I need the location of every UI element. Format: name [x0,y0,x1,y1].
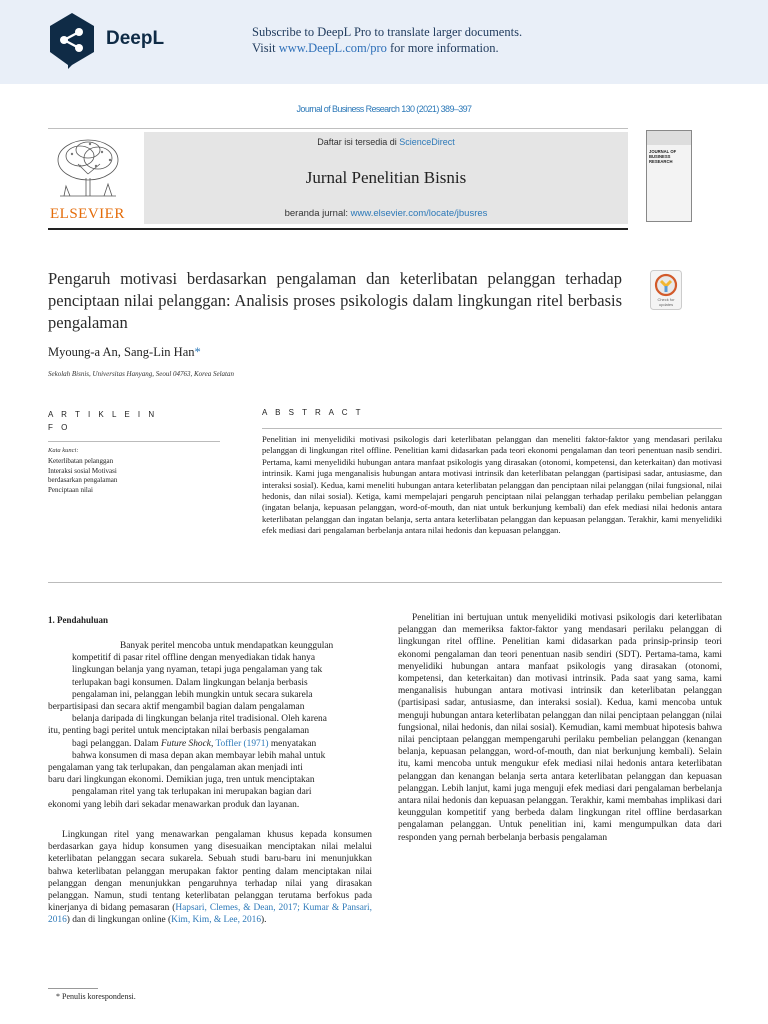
intro-line: terlupakan bagi konsumen. Dalam lingkungan belanja berbasis [72,677,308,688]
intro-line: bahwa konsumen di masa depan akan membayar lebih mahal untuk [72,750,326,761]
abstract-heading: A B S T R A C T [262,408,364,417]
intro-text: , [210,738,216,749]
intro-line: Banyak peritel mencoba untuk mendapatkan keunggulan [120,641,334,651]
journal-cover-thumbnail[interactable] [646,130,692,222]
corresponding-author-footnote: * Penulis korespondensi. [56,992,136,1001]
intro-line: berpartisipasi dan secara aktif mengambil bagian dalam pengalaman [48,702,305,713]
elsevier-publisher-name: ELSEVIER [50,206,125,222]
intro-p2-text: Lingkungan ritel yang menawarkan pengalaman khusus kepada konsumen berdasarkan gaya hidup konsumen yang disesuaikan menciptakan nilai melalui keterlibatan pelanggan secara sukarela. Sebuah studi baru-baru ini menunjukkan bahwa keterlibatan pelanggan merupakan faktor penting dalam menciptakan nilai pelanggan dengan menunjukkan pengaruhnya terhadap nilai yang dirasakan pelanggan. Namun, studi tentang keterlibatan pelanggan terutama berfokus pada kinerjanya di bidang pemasaran ( [48,830,372,914]
deepl-pro-link[interactable]: www.DeepL.com/pro [278,41,387,55]
svg-text:Check for: Check for [657,297,675,302]
corresponding-author-mark[interactable]: * [194,345,201,359]
banner-line-2 [252,40,522,56]
keywords-label: Kata kunci: [48,447,79,454]
header-top-rule [48,128,628,129]
deepl-logo-icon[interactable] [46,11,98,71]
keyword-item: berdasarkan pengalaman [48,476,118,484]
citation-link-kim[interactable]: Kim, Kim, & Lee, 2016 [171,915,262,926]
article-info-heading: A R T I K L E I N F O [48,410,158,432]
section-heading-introduction: 1. Pendahuluan [48,615,109,625]
contents-available-line [144,137,628,147]
check-for-updates-icon[interactable] [650,270,682,310]
deepl-brand-name: DeepL [106,28,165,49]
intro-text: menyatakan [268,738,317,749]
abstract-bottom-rule [48,582,722,583]
cover-top-bar [647,131,691,145]
homepage-prefix: beranda jurnal: [284,208,351,219]
paper-title: Pengaruh motivasi berdasarkan pengalaman dan keterlibatan pelanggan terhadap penciptaan nilai pelanggan: Analisis proses psikologis dalam lingkungan ritel berbasis pengalaman [48,269,622,332]
book-title: Future Shock [161,738,211,749]
intro-paragraph-1 [48,640,372,811]
deepl-banner [0,0,768,84]
journal-homepage-line [144,208,628,219]
intro-line: ekonomi yang lebih dari sekadar menawarkan produk dan layanan. [48,799,300,810]
journal-header-box [144,132,628,224]
article-info-rule [48,441,220,442]
intro-line: pengalaman yang tak terlupakan, dan pengalaman akan menjadi inti [48,763,303,774]
intro-line: pengalaman ritel yang tak terlupakan ini merupakan bagian dari [72,787,312,798]
keywords-list [48,457,117,495]
intro-text: bagi pelanggan. Dalam [72,738,162,749]
citation-link-hapsari-kumar[interactable]: Hapsari, Clemes, & Dean, 2017; Kumar & Pansari, 2016 [48,903,372,926]
intro-line: baru dari lingkungan ekonomi. Demikian juga, tren untuk menciptakan [48,775,315,786]
intro-paragraph-3 [398,612,722,844]
intro-line: belanja daripada di lingkungan belanja ritel tradisional. Oleh karena [72,714,327,725]
banner-line-2-suffix: for more information. [386,41,499,55]
journal-homepage-link[interactable]: www.elsevier.com/locate/jbusres [350,208,488,219]
contents-prefix: Daftar isi tersedia di [317,137,400,147]
citation-link-toffler[interactable]: Toffler (1971) [215,738,269,749]
intro-p2-end: ). [261,915,267,926]
footnote-rule [48,988,98,989]
paper-authors [48,345,201,360]
sciencedirect-link[interactable]: ScienceDirect [399,137,455,147]
intro-paragraph-2 [48,829,372,927]
intro-p2-mid: ) dan di lingkungan online ( [66,915,172,926]
keyword-item: Penciptaan nilai [48,485,93,494]
abstract-rule [262,428,722,429]
keyword-item: Interaksi sosial Motivasi [48,466,117,475]
intro-p3-text: Penelitian ini bertujuan untuk menyelidiki motivasi psikologis dari keterlibatan pelanggan dan memeriksa faktor-faktor yang mendasari perilaku pelanggan di lingkungan ritel offline. Penelitian kami didasarkan pada prinsip-prinsip teori ekonomi pengalaman dan teori penentuan nasib sendiri (SDT). Pertama-tama, kami menyelidiki hubungan antara manfaat psikologis yang dirasakan (otonomi, kompetensi, dan keterkaitan) dan motivasi intrinsik. Pada saat yang sama, kami menganalisis hubungan antara motivasi intrinsik dan keterlibatan pelanggan (partisipasi sadar, antusiasme, dan interaksi sosial). Kedua, kami mencoba untuk menguji hubungan antara keterlibatan pelanggan dan nilai penciptaan pelanggan (nilai fungsional, nilai hedonis, dan nilai sosial). Kemudian, kami membuat hipotesis bahwa nilai penciptaan pelanggan mempengaruhi perilaku pembelian pelanggan (kenangan belanja, kepuasan pelanggan, word-of-mouth, dan niat berkunjung kembali). Selain itu, kami mencoba untuk mengukur efek mediasi nilai hedonis antara keterlibatan pelanggan dan kenangan belanja serta antara keterlibatan pelanggan dan kepuasan pelanggan. Lebih lanjut, kami juga menguji efek mediasi dari pengalaman berbelanja antara nilai hedonis dan kepuasan pelanggan. Terakhir, kami membahas implikasi dari keunggulan kompetitif yang berbeda dalam lingkungan ritel offline berdasarkan pengalaman pelanggan. Untuk penelitian ini, kami mengumpulkan data dari responden yang pernah berbelanja berbasis pengalaman [398,613,722,843]
header-bottom-rule [48,228,628,230]
abstract-text: Penelitian ini menyelidiki motivasi psikologis dari keterlibatan pelanggan dan meneliti faktor-faktor yang mendasari perilaku pelanggan di lingkungan ritel offline. Penelitian kami didasarkan pada teori ekonomi pengalaman dan teori penentuan nasib sendiri. Pertama, kami menyelidiki hubungan antara manfaat psikologis yang dirasakan (otonomi, kompetensi, dan keterkaitan) dan motivasi intrinsik. Kami juga menganalisis hubungan antara motivasi intrinsik dan keterlibatan pelanggan (partisipasi sadar, antusiasme, dan interaksi sosial). Kedua, kami meneliti hubungan antara keterlibatan pelanggan dan penciptaan nilai pelanggan (nilai fungsional, nilai hedonis, dan nilai sosial). Ketiga, kami mempelajari pengaruh penciptaan nilai pelanggan terhadap perilaku pembelian pelanggan (ingatan belanja, kepuasan pelanggan, word-of-mouth, dan niat untuk berkunjung kembali) dan efek mediasi nilai hedonis antara keterlibatan pelanggan dan ingatan belanja, serta antara keterlibatan pelanggan dan kepuasan pelanggan. Terakhir, kami menyelidiki efek mediasi dari pengalaman berbelanja antara nilai hedonis dan kepuasan pelanggan. [262,434,722,536]
elsevier-tree-logo-icon [50,134,126,206]
journal-citation-link[interactable]: Journal of Business Research 130 (2021) 389–397 [296,104,472,114]
author-names[interactable]: Myoung-a An, Sang-Lin Han [48,345,195,359]
keyword-item: Keterlibatan pelanggan [48,457,114,465]
banner-message [252,24,522,56]
intro-line: pengalaman ini, pelanggan lebih mungkin untuk secara sukarela [72,689,313,700]
intro-line-with-citation [48,738,372,750]
banner-line-1: Subscribe to DeepL Pro to translate larger documents. [252,25,523,39]
intro-line: kompetitif di pasar ritel offline dengan menyediakan tidak hanya [72,653,315,664]
cover-title: JOURNAL OF BUSINESS RESEARCH [649,149,677,164]
intro-line: lingkungan belanja yang nyaman, tetapi juga pengalaman yang tak [72,665,323,676]
journal-name: Jurnal Penelitian Bisnis [305,168,467,187]
banner-line-2-prefix: Visit [252,41,279,55]
intro-line: itu, penting bagi peritel untuk menciptakan nilai berbasis pengalaman [48,726,310,737]
author-affiliation: Sekolah Bisnis, Universitas Hanyang, Seoul 04763, Korea Selatan [48,370,234,378]
svg-text:updates: updates [658,302,674,307]
